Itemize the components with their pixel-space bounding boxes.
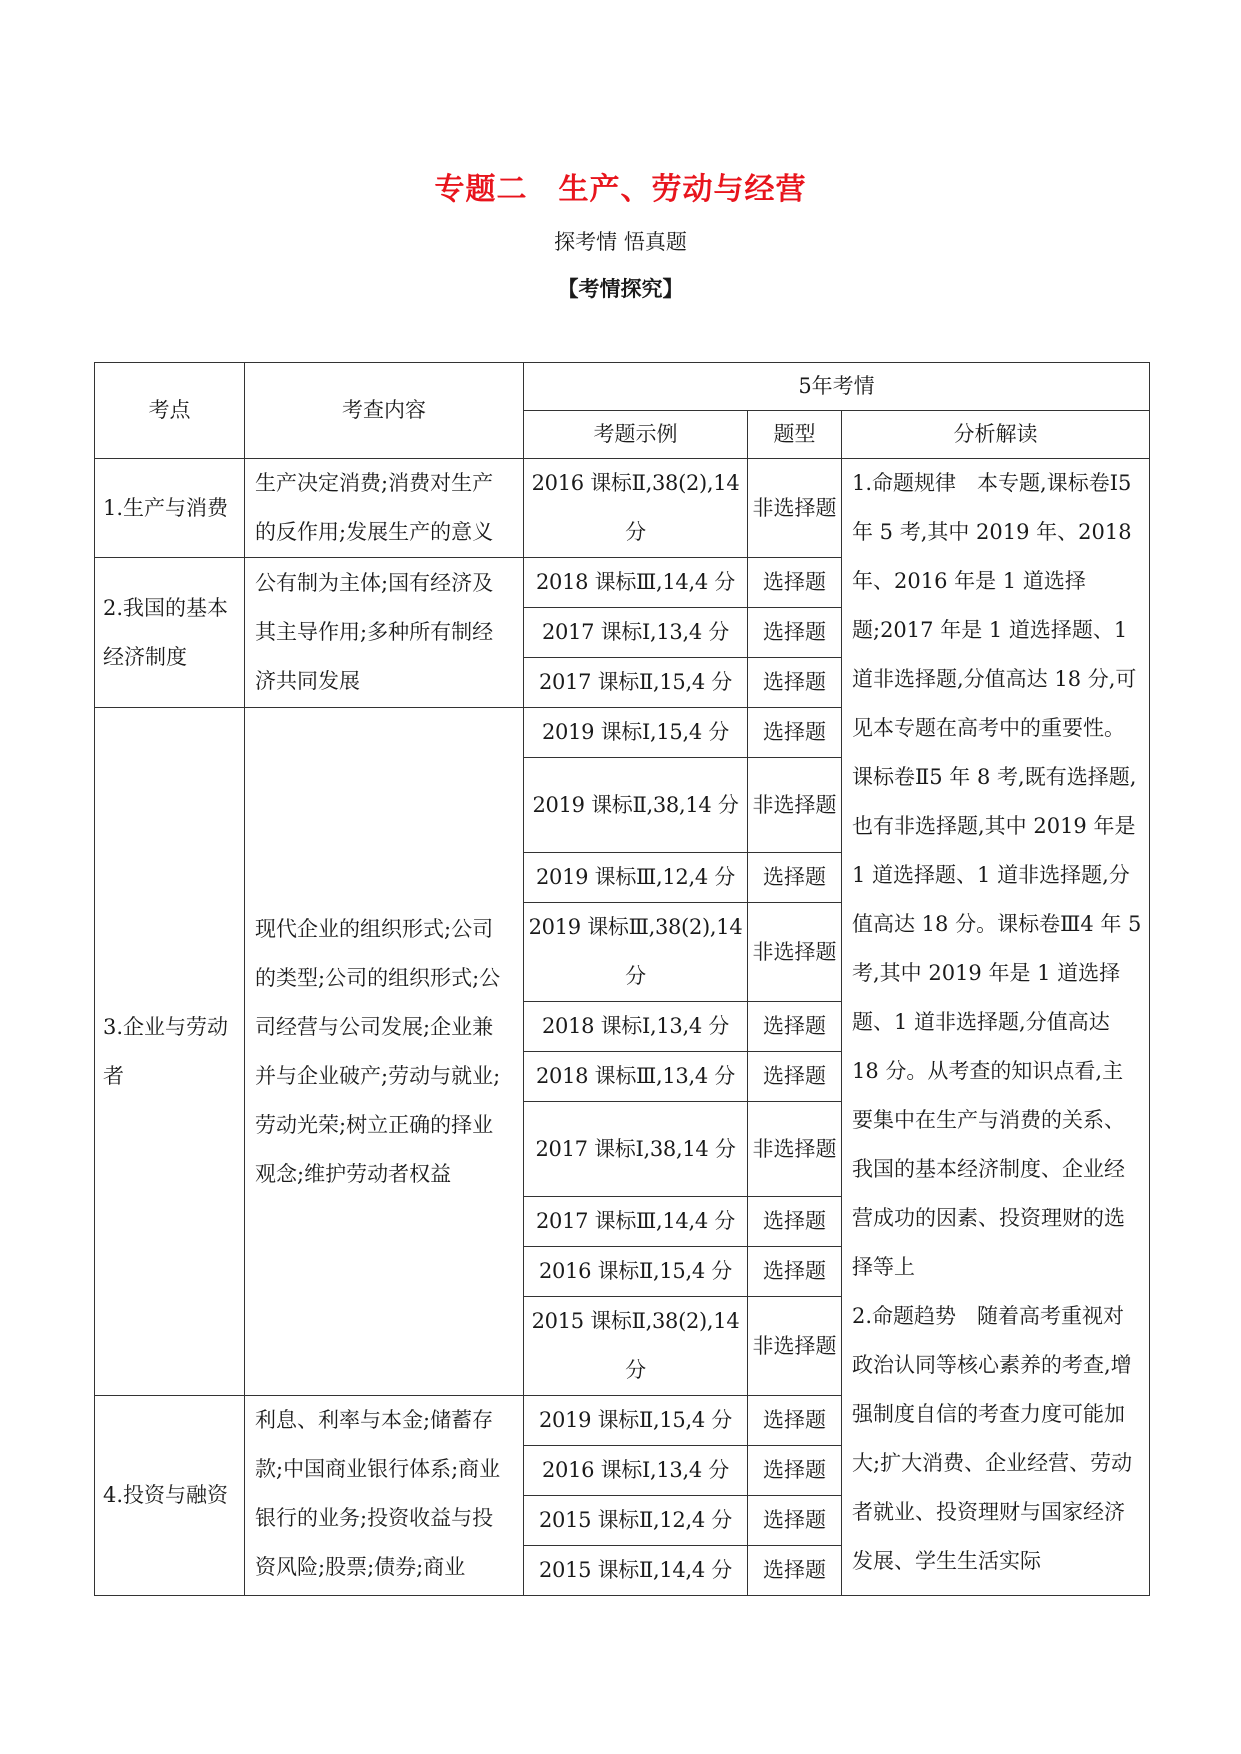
type-cell: 选择题 <box>748 1197 842 1247</box>
analysis-rule: 1.命题规律 本专题,课标卷Ⅰ5 年 5 考,其中 2019 年、2018 年、2016 年是 1 道选择题;2017 年是 1 道选择题、1 道非选择题,分值高达 18 分,可见本专题在高考中的重要性。课标卷Ⅱ5 年 8 考,既有选择题,也有非选择题,其中 2019 年是 1 道选择题、1 道非选择题,分值高达 18 分。课标卷Ⅲ4 年 5 考,其中 2019 年是 1 道选择题、1 道非选择题,分值高达 18 分。从考查的知识点看,主要集中在生产与消费的关系、我国的基本经济制度、企业经营成功的因素、投资理财的选择等上 <box>852 471 1142 1279</box>
content-cell: 现代企业的组织形式;公司的类型;公司的组织形式;公司经营与公司发展;企业兼并与企业破产;劳动与就业;劳动光荣;树立正确的择业观念;维护劳动者权益 <box>245 708 524 1396</box>
section-heading: 【考情探究】 <box>557 277 684 301</box>
example-cell: 2016 课标Ⅱ,15,4 分 <box>524 1247 748 1297</box>
header-type: 题型 <box>748 411 842 459</box>
point-cell: 1.生产与消费 <box>95 459 245 558</box>
example-cell: 2018 课标Ⅰ,13,4 分 <box>524 1002 748 1052</box>
example-cell: 2016 课标Ⅰ,13,4 分 <box>524 1446 748 1496</box>
analysis-cell <box>842 459 1150 1596</box>
point-cell: 4.投资与融资 <box>95 1396 245 1596</box>
header-content: 考查内容 <box>245 363 524 459</box>
example-cell: 2017 课标Ⅰ,13,4 分 <box>524 608 748 658</box>
type-cell: 选择题 <box>748 708 842 758</box>
example-cell: 2015 课标Ⅱ,14,4 分 <box>524 1546 748 1596</box>
type-cell: 选择题 <box>748 1446 842 1496</box>
type-cell: 选择题 <box>748 1247 842 1297</box>
type-cell: 选择题 <box>748 853 842 903</box>
exam-analysis-table <box>94 362 1150 1596</box>
type-cell: 选择题 <box>748 658 842 708</box>
example-cell: 2015 课标Ⅱ,12,4 分 <box>524 1496 748 1546</box>
example-cell: 2019 课标Ⅱ,38,14 分 <box>524 758 748 853</box>
point-cell: 3.企业与劳动者 <box>95 708 245 1396</box>
example-cell: 2017 课标Ⅲ,14,4 分 <box>524 1197 748 1247</box>
example-cell: 2017 课标Ⅰ,38,14 分 <box>524 1102 748 1197</box>
page-title: 专题二 生产、劳动与经营 <box>434 172 807 207</box>
type-cell: 非选择题 <box>748 1297 842 1396</box>
example-cell: 2019 课标Ⅰ,15,4 分 <box>524 708 748 758</box>
table-header-row <box>95 363 1150 411</box>
content-cell: 利息、利率与本金;储蓄存款;中国商业银行体系;商业银行的业务;投资收益与投资风险;股票;债券;商业 <box>245 1396 524 1596</box>
example-cell: 2015 课标Ⅱ,38(2),14 分 <box>524 1297 748 1396</box>
content-cell: 公有制为主体;国有经济及其主导作用;多种所有制经济共同发展 <box>245 558 524 708</box>
header-analysis: 分析解读 <box>842 411 1150 459</box>
type-cell: 选择题 <box>748 1496 842 1546</box>
example-cell: 2016 课标Ⅱ,38(2),14 分 <box>524 459 748 558</box>
type-cell: 选择题 <box>748 1002 842 1052</box>
type-cell: 非选择题 <box>748 459 842 558</box>
example-cell: 2019 课标Ⅲ,12,4 分 <box>524 853 748 903</box>
page-subtitle: 探考情 悟真题 <box>554 230 687 254</box>
type-cell: 选择题 <box>748 558 842 608</box>
table-row <box>95 459 1150 558</box>
example-cell: 2018 课标Ⅲ,14,4 分 <box>524 558 748 608</box>
type-cell: 非选择题 <box>748 903 842 1002</box>
type-cell: 非选择题 <box>748 1102 842 1197</box>
point-cell: 2.我国的基本经济制度 <box>95 558 245 708</box>
type-cell: 选择题 <box>748 1546 842 1596</box>
header-point: 考点 <box>95 363 245 459</box>
analysis-trend: 2.命题趋势 随着高考重视对政治认同等核心素养的考查,增强制度自信的考查力度可能加大;扩大消费、企业经营、劳动者就业、投资理财与国家经济发展、学生生活实际 <box>852 1304 1133 1573</box>
type-cell: 选择题 <box>748 1396 842 1446</box>
content-cell: 生产决定消费;消费对生产的反作用;发展生产的意义 <box>245 459 524 558</box>
example-cell: 2019 课标Ⅲ,38(2),14 分 <box>524 903 748 1002</box>
type-cell: 选择题 <box>748 608 842 658</box>
header-example: 考题示例 <box>524 411 748 459</box>
example-cell: 2018 课标Ⅲ,13,4 分 <box>524 1052 748 1102</box>
header-five-years: 5年考情 <box>524 363 1150 411</box>
type-cell: 非选择题 <box>748 758 842 853</box>
example-cell: 2017 课标Ⅱ,15,4 分 <box>524 658 748 708</box>
example-cell: 2019 课标Ⅱ,15,4 分 <box>524 1396 748 1446</box>
type-cell: 选择题 <box>748 1052 842 1102</box>
